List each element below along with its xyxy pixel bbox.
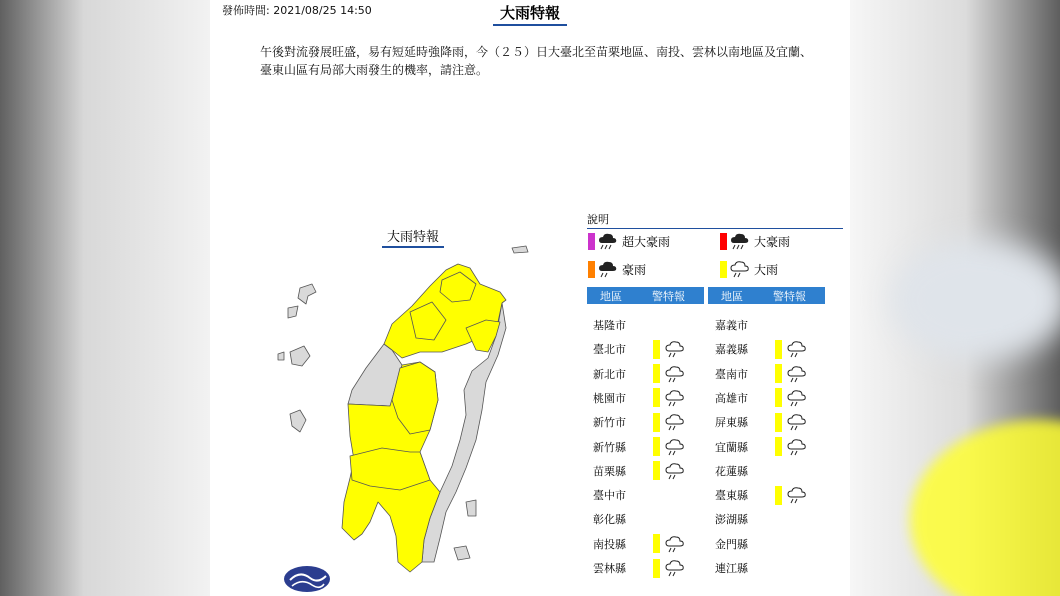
county-name: 嘉義縣 bbox=[715, 343, 748, 357]
cloud-heavy-rain-icon bbox=[598, 260, 618, 278]
column-region-label: 地區 bbox=[600, 289, 622, 303]
county-name: 彰化縣 bbox=[593, 513, 626, 527]
county-name: 宜蘭縣 bbox=[715, 440, 748, 454]
county-row bbox=[715, 557, 775, 579]
county-row bbox=[715, 460, 775, 482]
cloud-rain-icon bbox=[665, 413, 685, 431]
county-row bbox=[715, 363, 807, 385]
warning-level-bar bbox=[775, 388, 782, 407]
county-name: 新竹市 bbox=[593, 416, 626, 430]
legend-heading: 說明 bbox=[587, 211, 843, 229]
cloud-rain-icon bbox=[665, 535, 685, 553]
county-row bbox=[593, 387, 685, 409]
county-row bbox=[715, 436, 807, 458]
background-left bbox=[0, 0, 210, 596]
map-island-kinmen-2 bbox=[288, 306, 298, 318]
warning-level-bar bbox=[775, 437, 782, 456]
column-header-right bbox=[708, 287, 825, 304]
legend-swatch bbox=[588, 261, 595, 278]
county-name: 苗栗縣 bbox=[593, 464, 626, 478]
cloud-rain-icon bbox=[665, 462, 685, 480]
legend-label: 豪雨 bbox=[622, 262, 647, 277]
county-name: 高雄市 bbox=[715, 391, 748, 405]
county-row bbox=[715, 411, 807, 433]
county-name: 屏東縣 bbox=[715, 416, 748, 430]
county-name: 南投縣 bbox=[593, 537, 626, 551]
county-name: 臺北市 bbox=[593, 343, 626, 357]
county-name: 臺南市 bbox=[715, 367, 748, 381]
issue-time: 發佈時間: 2021/08/25 14:50 bbox=[222, 4, 372, 17]
county-name: 基隆市 bbox=[593, 319, 626, 332]
warning-level-bar bbox=[653, 461, 660, 480]
cloud-heavy-rain-icon bbox=[730, 232, 750, 250]
cloud-rain-icon bbox=[787, 413, 807, 431]
warning-level-bar bbox=[653, 437, 660, 456]
legend-torrential bbox=[588, 260, 646, 278]
warning-level-bar bbox=[653, 413, 660, 432]
cloud-rain-icon bbox=[665, 340, 685, 358]
background-haze bbox=[890, 240, 1060, 360]
column-region-label: 地區 bbox=[721, 289, 743, 303]
map-island-green bbox=[466, 500, 476, 516]
column-warning-label: 警特報 bbox=[773, 289, 806, 303]
legend-super-torrential bbox=[588, 232, 670, 250]
map-island-matsu bbox=[512, 246, 528, 253]
cloud-rain-icon bbox=[787, 486, 807, 504]
county-name: 臺中市 bbox=[593, 489, 626, 503]
county-row bbox=[593, 314, 653, 336]
legend-swatch bbox=[720, 261, 727, 278]
county-name: 新竹縣 bbox=[593, 440, 626, 454]
county-row bbox=[593, 484, 653, 506]
cloud-rain-icon bbox=[787, 438, 807, 456]
county-row bbox=[715, 338, 807, 360]
county-name: 雲林縣 bbox=[593, 562, 626, 575]
county-name: 桃園市 bbox=[593, 391, 626, 405]
county-row bbox=[715, 508, 775, 530]
county-name: 金門縣 bbox=[715, 537, 748, 551]
county-name: 臺東縣 bbox=[715, 489, 748, 503]
warning-level-bar bbox=[653, 388, 660, 407]
map-island-penghu bbox=[290, 346, 310, 366]
column-warning-label: 警特報 bbox=[652, 289, 685, 303]
legend-heavy-rain bbox=[720, 260, 778, 278]
county-row bbox=[593, 363, 685, 385]
background-yellow-blob bbox=[910, 420, 1060, 596]
cloud-rain-icon bbox=[787, 340, 807, 358]
map-island-penghu-2 bbox=[278, 352, 284, 360]
cloud-rain-icon bbox=[665, 559, 685, 577]
legend-label: 大豪雨 bbox=[754, 234, 791, 249]
warning-level-bar bbox=[775, 364, 782, 383]
county-row bbox=[593, 436, 685, 458]
page-title: 大雨特報 bbox=[493, 2, 567, 26]
warning-level-bar bbox=[775, 486, 782, 505]
cloud-rain-icon bbox=[665, 389, 685, 407]
cloud-rain-icon bbox=[665, 365, 685, 383]
county-name: 連江縣 bbox=[715, 562, 748, 575]
column-header-left bbox=[587, 287, 704, 304]
warning-level-bar bbox=[653, 364, 660, 383]
warning-panel bbox=[210, 0, 850, 596]
warning-level-bar bbox=[653, 559, 660, 578]
county-name: 澎湖縣 bbox=[715, 513, 748, 527]
background-right bbox=[850, 0, 1060, 596]
map-island-penghu-3 bbox=[290, 410, 306, 432]
legend-swatch bbox=[720, 233, 727, 250]
warning-level-bar bbox=[653, 534, 660, 553]
cwb-logo bbox=[284, 566, 330, 592]
cloud-rain-icon bbox=[730, 260, 750, 278]
map-island-orchid bbox=[454, 546, 470, 560]
county-row bbox=[715, 484, 807, 506]
county-name: 新北市 bbox=[593, 367, 626, 381]
county-row bbox=[593, 460, 685, 482]
map-title: 大雨特報 bbox=[382, 226, 444, 248]
legend-swatch bbox=[588, 233, 595, 250]
county-row bbox=[593, 338, 685, 360]
taiwan-map bbox=[270, 240, 540, 596]
cloud-rain-icon bbox=[665, 438, 685, 456]
warning-level-bar bbox=[653, 340, 660, 359]
cloud-rain-icon bbox=[787, 389, 807, 407]
county-row bbox=[715, 387, 807, 409]
legend-torrential-extreme bbox=[720, 232, 790, 250]
cloud-rain-icon bbox=[787, 365, 807, 383]
county-row bbox=[593, 508, 653, 530]
county-name: 花蓮縣 bbox=[715, 464, 748, 478]
map-island-kinmen bbox=[298, 284, 316, 304]
legend-label: 大雨 bbox=[754, 262, 779, 277]
cloud-heavy-rain-icon bbox=[598, 232, 618, 250]
county-row bbox=[593, 533, 685, 555]
legend-label: 超大豪雨 bbox=[622, 234, 671, 249]
county-row bbox=[715, 314, 775, 336]
county-row bbox=[593, 411, 685, 433]
county-name: 嘉義市 bbox=[715, 319, 748, 332]
county-row bbox=[593, 557, 685, 579]
warning-level-bar bbox=[775, 340, 782, 359]
county-row bbox=[715, 533, 775, 555]
warning-summary: 午後對流發展旺盛，易有短延時強降雨，今（２５）日大臺北至苗栗地區、南投、雲林以南地區及宜蘭、臺東山區有局部大雨發生的機率，請注意。 bbox=[260, 45, 813, 77]
warning-level-bar bbox=[775, 413, 782, 432]
map-region-chiayi bbox=[350, 448, 430, 490]
